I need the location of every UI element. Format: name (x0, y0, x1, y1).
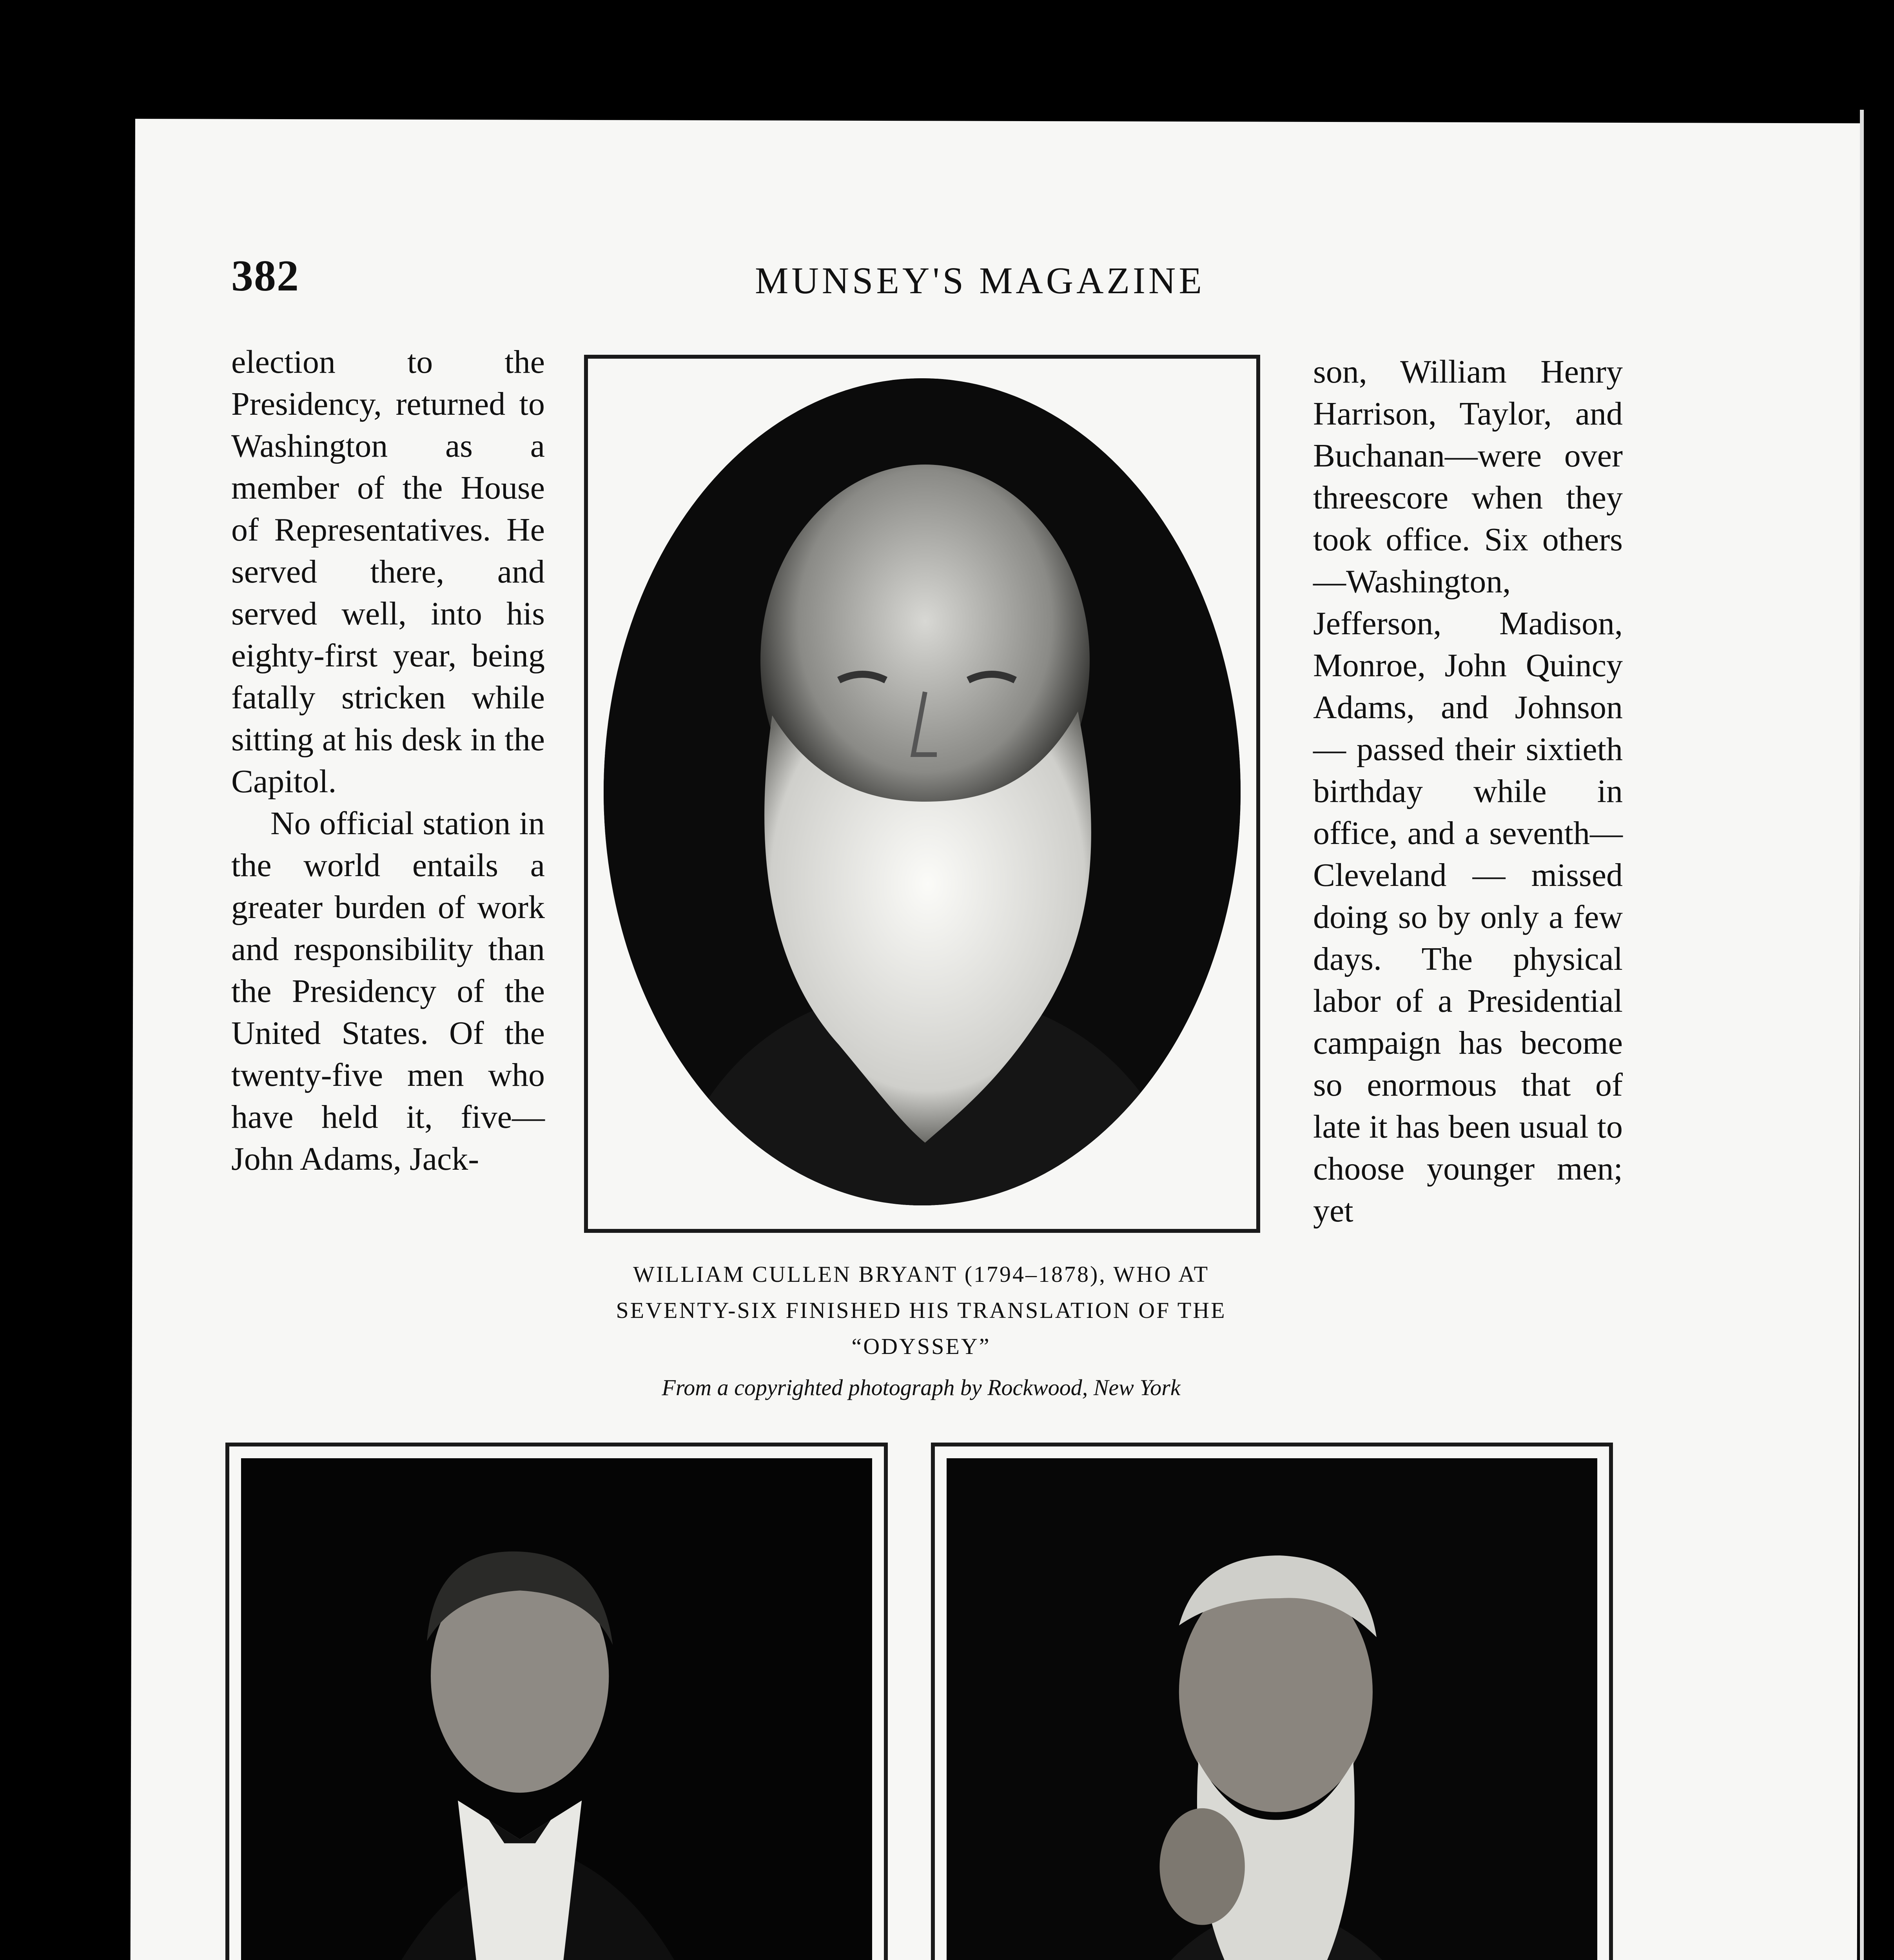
bryant-photo-credit: From a copyrighted photograph by Rockwood, New York (662, 1375, 1181, 1400)
emerson-portrait-drawing (241, 1458, 872, 1960)
bryant-caption: WILLIAM CULLEN BRYANT (1794–1878), WHO AT SEVENTY-SIX FINISHED HIS TRANSLATION OF THE “ODYSSEY” (616, 1261, 1226, 1359)
bancroft-portrait-drawing (947, 1458, 1597, 1960)
bryant-portrait-drawing (604, 378, 1241, 1205)
paragraph: No official station in the world entails a greater burden of work and responsibility than the Presidency of the United States. Of the twenty-five men who have held it, five—John Adams, Jack- (231, 805, 545, 1177)
bryant-portrait (604, 378, 1241, 1205)
bryant-portrait-frame (584, 355, 1260, 1233)
text-column-right (1313, 351, 1623, 1232)
text-column-left (231, 341, 545, 1180)
bancroft-portrait-frame (931, 1443, 1613, 1960)
emerson-portrait-frame (225, 1443, 888, 1960)
emerson-portrait (241, 1458, 872, 1960)
paragraph: election to the Presidency, returned to Washington as a member of the House of Representatives. He served there, and served well, into his eighty-first year, being fatally stricken while sitting at his desk in the Capitol. (231, 344, 545, 800)
page-edge (1860, 110, 1864, 1960)
paragraph: son, William Henry Harrison, Taylor, and Buchanan—were over threescore when they took office. Six others—Washington, Jefferson, Madison, Monroe, John Quincy Adams, and Johnson — passed their sixtieth birthday while in office, and a seventh—Cleveland — missed doing so by only a few days. The physical labor of a Presidential campaign has become so enormous that of late it has been usual to choose younger men; yet (1313, 354, 1623, 1229)
running-head: MUNSEY'S MAGAZINE (755, 260, 1205, 301)
page-number: 382 (231, 252, 299, 300)
bancroft-portrait (947, 1458, 1597, 1960)
